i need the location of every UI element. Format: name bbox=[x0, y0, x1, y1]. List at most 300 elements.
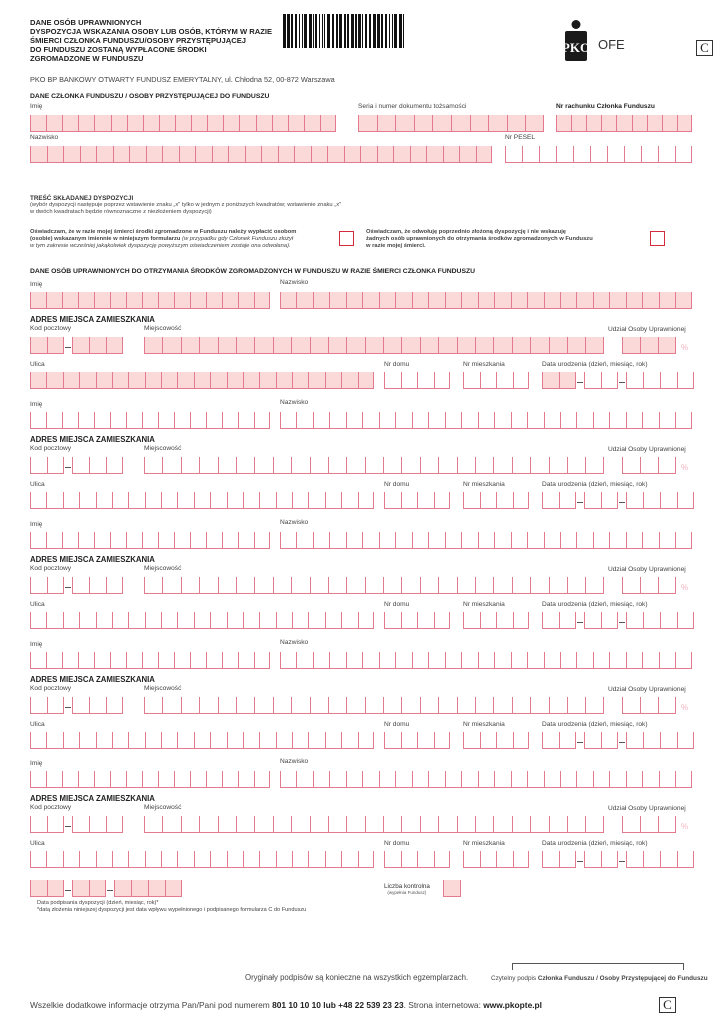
input-cell[interactable] bbox=[78, 412, 94, 429]
beneficiary-3-city-field[interactable] bbox=[144, 577, 604, 594]
input-cell[interactable] bbox=[62, 412, 78, 429]
input-cell[interactable] bbox=[586, 115, 601, 132]
input-cell[interactable] bbox=[511, 771, 527, 788]
input-cell[interactable] bbox=[131, 880, 148, 897]
input-cell[interactable] bbox=[78, 292, 94, 309]
beneficiary-2-last-name-field[interactable] bbox=[280, 412, 692, 429]
input-cell[interactable] bbox=[46, 532, 62, 549]
input-cell[interactable] bbox=[395, 532, 411, 549]
input-cell[interactable] bbox=[142, 292, 158, 309]
input-cell[interactable] bbox=[513, 372, 530, 389]
checksum-field[interactable] bbox=[443, 880, 461, 897]
input-cell[interactable] bbox=[513, 851, 530, 868]
input-cell[interactable] bbox=[609, 771, 625, 788]
input-cell[interactable] bbox=[47, 146, 64, 163]
input-cell[interactable] bbox=[626, 612, 643, 629]
input-cell[interactable] bbox=[106, 337, 123, 354]
disposition-option2-checkbox[interactable] bbox=[650, 231, 665, 246]
input-cell[interactable] bbox=[632, 115, 647, 132]
beneficiary-5-street-field[interactable] bbox=[30, 851, 374, 868]
beneficiary-2-postal-field[interactable] bbox=[30, 457, 123, 474]
input-cell[interactable] bbox=[238, 532, 254, 549]
input-cell[interactable] bbox=[434, 851, 451, 868]
input-cell[interactable] bbox=[254, 412, 270, 429]
input-cell[interactable] bbox=[46, 412, 62, 429]
input-cell[interactable] bbox=[227, 372, 243, 389]
input-cell[interactable] bbox=[542, 732, 559, 749]
input-cell[interactable] bbox=[434, 612, 451, 629]
beneficiary-1-last-name-field[interactable] bbox=[280, 292, 692, 309]
input-cell[interactable] bbox=[165, 880, 182, 897]
input-cell[interactable] bbox=[145, 372, 161, 389]
input-cell[interactable] bbox=[78, 771, 94, 788]
input-cell[interactable] bbox=[142, 412, 158, 429]
input-cell[interactable] bbox=[384, 851, 401, 868]
input-cell[interactable] bbox=[206, 771, 222, 788]
input-cell[interactable] bbox=[96, 612, 112, 629]
input-cell[interactable] bbox=[457, 697, 475, 714]
input-cell[interactable] bbox=[30, 492, 46, 509]
input-cell[interactable] bbox=[325, 612, 341, 629]
beneficiary-5-dob-field[interactable] bbox=[542, 851, 694, 868]
input-cell[interactable] bbox=[478, 292, 494, 309]
input-cell[interactable] bbox=[530, 577, 548, 594]
input-cell[interactable] bbox=[585, 816, 603, 833]
input-cell[interactable] bbox=[445, 292, 461, 309]
input-cell[interactable] bbox=[79, 612, 95, 629]
input-cell[interactable] bbox=[601, 851, 618, 868]
input-cell[interactable] bbox=[493, 337, 511, 354]
input-cell[interactable] bbox=[626, 851, 643, 868]
input-cell[interactable] bbox=[365, 457, 383, 474]
input-cell[interactable] bbox=[384, 612, 401, 629]
input-cell[interactable] bbox=[660, 492, 677, 509]
input-cell[interactable] bbox=[494, 771, 510, 788]
beneficiary-4-house-field[interactable] bbox=[384, 732, 450, 749]
beneficiary-4-last-name-field[interactable] bbox=[280, 652, 692, 669]
input-cell[interactable] bbox=[677, 492, 694, 509]
input-cell[interactable] bbox=[111, 115, 127, 132]
input-cell[interactable] bbox=[222, 771, 238, 788]
beneficiary-3-flat-field[interactable] bbox=[463, 612, 529, 629]
input-cell[interactable] bbox=[199, 337, 217, 354]
input-cell[interactable] bbox=[593, 292, 609, 309]
input-cell[interactable] bbox=[308, 612, 324, 629]
input-cell[interactable] bbox=[158, 412, 174, 429]
input-cell[interactable] bbox=[640, 337, 658, 354]
input-cell[interactable] bbox=[254, 816, 272, 833]
input-cell[interactable] bbox=[677, 115, 692, 132]
input-cell[interactable] bbox=[276, 372, 292, 389]
input-cell[interactable] bbox=[643, 372, 660, 389]
input-cell[interactable] bbox=[395, 412, 411, 429]
input-cell[interactable] bbox=[609, 292, 625, 309]
input-cell[interactable] bbox=[78, 532, 94, 549]
input-cell[interactable] bbox=[296, 652, 312, 669]
input-cell[interactable] bbox=[383, 697, 401, 714]
input-cell[interactable] bbox=[227, 732, 243, 749]
input-cell[interactable] bbox=[584, 851, 601, 868]
input-cell[interactable] bbox=[475, 816, 493, 833]
input-cell[interactable] bbox=[47, 577, 64, 594]
beneficiary-3-dob-field[interactable] bbox=[542, 612, 694, 629]
input-cell[interactable] bbox=[72, 816, 89, 833]
input-cell[interactable] bbox=[294, 146, 311, 163]
input-cell[interactable] bbox=[106, 577, 123, 594]
input-cell[interactable] bbox=[259, 612, 275, 629]
input-cell[interactable] bbox=[377, 146, 394, 163]
input-cell[interactable] bbox=[480, 732, 497, 749]
input-cell[interactable] bbox=[410, 146, 427, 163]
input-cell[interactable] bbox=[259, 372, 275, 389]
input-cell[interactable] bbox=[542, 612, 559, 629]
input-cell[interactable] bbox=[126, 532, 142, 549]
input-cell[interactable] bbox=[313, 412, 329, 429]
input-cell[interactable] bbox=[549, 816, 567, 833]
beneficiary-5-share-field[interactable] bbox=[622, 816, 676, 833]
input-cell[interactable] bbox=[544, 412, 560, 429]
input-cell[interactable] bbox=[593, 412, 609, 429]
input-cell[interactable] bbox=[383, 337, 401, 354]
input-cell[interactable] bbox=[259, 732, 275, 749]
input-cell[interactable] bbox=[417, 732, 434, 749]
input-cell[interactable] bbox=[190, 771, 206, 788]
input-cell[interactable] bbox=[493, 816, 511, 833]
beneficiary-1-share-field[interactable] bbox=[622, 337, 676, 354]
input-cell[interactable] bbox=[158, 292, 174, 309]
input-cell[interactable] bbox=[445, 771, 461, 788]
input-cell[interactable] bbox=[222, 412, 238, 429]
input-cell[interactable] bbox=[560, 652, 576, 669]
input-cell[interactable] bbox=[128, 851, 144, 868]
input-cell[interactable] bbox=[126, 292, 142, 309]
input-cell[interactable] bbox=[438, 816, 456, 833]
input-cell[interactable] bbox=[310, 577, 328, 594]
input-cell[interactable] bbox=[228, 146, 245, 163]
input-cell[interactable] bbox=[478, 412, 494, 429]
input-cell[interactable] bbox=[432, 115, 451, 132]
input-cell[interactable] bbox=[128, 612, 144, 629]
input-cell[interactable] bbox=[308, 851, 324, 868]
input-cell[interactable] bbox=[310, 697, 328, 714]
input-cell[interactable] bbox=[212, 146, 229, 163]
input-cell[interactable] bbox=[346, 771, 362, 788]
input-cell[interactable] bbox=[238, 652, 254, 669]
beneficiary-3-first-name-field[interactable] bbox=[30, 532, 270, 549]
input-cell[interactable] bbox=[659, 292, 675, 309]
input-cell[interactable] bbox=[585, 577, 603, 594]
input-cell[interactable] bbox=[358, 851, 374, 868]
input-cell[interactable] bbox=[126, 771, 142, 788]
input-cell[interactable] bbox=[158, 771, 174, 788]
input-cell[interactable] bbox=[174, 292, 190, 309]
input-cell[interactable] bbox=[560, 412, 576, 429]
input-cell[interactable] bbox=[89, 337, 106, 354]
input-cell[interactable] bbox=[291, 457, 309, 474]
input-cell[interactable] bbox=[488, 115, 507, 132]
input-cell[interactable] bbox=[341, 612, 357, 629]
input-cell[interactable] bbox=[513, 492, 530, 509]
input-cell[interactable] bbox=[512, 697, 530, 714]
input-cell[interactable] bbox=[112, 851, 128, 868]
input-cell[interactable] bbox=[622, 457, 640, 474]
input-cell[interactable] bbox=[494, 292, 510, 309]
input-cell[interactable] bbox=[445, 652, 461, 669]
input-cell[interactable] bbox=[110, 652, 126, 669]
input-cell[interactable] bbox=[365, 697, 383, 714]
input-cell[interactable] bbox=[559, 372, 576, 389]
input-cell[interactable] bbox=[660, 612, 677, 629]
input-cell[interactable] bbox=[438, 457, 456, 474]
input-cell[interactable] bbox=[362, 532, 378, 549]
input-cell[interactable] bbox=[292, 612, 308, 629]
input-cell[interactable] bbox=[576, 652, 592, 669]
input-cell[interactable] bbox=[511, 412, 527, 429]
input-cell[interactable] bbox=[162, 697, 180, 714]
input-cell[interactable] bbox=[513, 612, 530, 629]
input-cell[interactable] bbox=[417, 851, 434, 868]
input-cell[interactable] bbox=[62, 652, 78, 669]
input-cell[interactable] bbox=[292, 732, 308, 749]
input-cell[interactable] bbox=[63, 372, 79, 389]
input-cell[interactable] bbox=[362, 652, 378, 669]
input-cell[interactable] bbox=[401, 492, 418, 509]
input-cell[interactable] bbox=[412, 652, 428, 669]
input-cell[interactable] bbox=[539, 146, 556, 163]
input-cell[interactable] bbox=[72, 880, 89, 897]
input-cell[interactable] bbox=[362, 412, 378, 429]
input-cell[interactable] bbox=[236, 816, 254, 833]
input-cell[interactable] bbox=[459, 146, 476, 163]
input-cell[interactable] bbox=[327, 146, 344, 163]
input-cell[interactable] bbox=[493, 577, 511, 594]
input-cell[interactable] bbox=[296, 532, 312, 549]
beneficiary-5-first-name-field[interactable] bbox=[30, 771, 270, 788]
input-cell[interactable] bbox=[145, 612, 161, 629]
input-cell[interactable] bbox=[162, 577, 180, 594]
input-cell[interactable] bbox=[79, 732, 95, 749]
input-cell[interactable] bbox=[475, 337, 493, 354]
input-cell[interactable] bbox=[549, 337, 567, 354]
input-cell[interactable] bbox=[512, 816, 530, 833]
input-cell[interactable] bbox=[511, 532, 527, 549]
input-cell[interactable] bbox=[320, 115, 336, 132]
input-cell[interactable] bbox=[278, 146, 295, 163]
beneficiary-1-first-name-field[interactable] bbox=[30, 292, 270, 309]
input-cell[interactable] bbox=[438, 577, 456, 594]
input-cell[interactable] bbox=[126, 652, 142, 669]
input-cell[interactable] bbox=[346, 577, 364, 594]
input-cell[interactable] bbox=[145, 492, 161, 509]
beneficiary-2-flat-field[interactable] bbox=[463, 492, 529, 509]
input-cell[interactable] bbox=[194, 732, 210, 749]
input-cell[interactable] bbox=[46, 492, 62, 509]
input-cell[interactable] bbox=[401, 577, 419, 594]
input-cell[interactable] bbox=[530, 337, 548, 354]
input-cell[interactable] bbox=[624, 146, 641, 163]
input-cell[interactable] bbox=[525, 115, 544, 132]
input-cell[interactable] bbox=[177, 851, 193, 868]
input-cell[interactable] bbox=[542, 492, 559, 509]
beneficiary-2-dob-field[interactable] bbox=[542, 492, 694, 509]
input-cell[interactable] bbox=[601, 612, 618, 629]
input-cell[interactable] bbox=[527, 652, 543, 669]
input-cell[interactable] bbox=[341, 732, 357, 749]
input-cell[interactable] bbox=[310, 816, 328, 833]
input-cell[interactable] bbox=[584, 492, 601, 509]
input-cell[interactable] bbox=[642, 292, 658, 309]
input-cell[interactable] bbox=[288, 115, 304, 132]
input-cell[interactable] bbox=[641, 146, 658, 163]
input-cell[interactable] bbox=[243, 851, 259, 868]
input-cell[interactable] bbox=[112, 732, 128, 749]
input-cell[interactable] bbox=[609, 532, 625, 549]
input-cell[interactable] bbox=[329, 532, 345, 549]
input-cell[interactable] bbox=[567, 697, 585, 714]
input-cell[interactable] bbox=[358, 115, 377, 132]
input-cell[interactable] bbox=[190, 532, 206, 549]
input-cell[interactable] bbox=[493, 457, 511, 474]
input-cell[interactable] bbox=[146, 146, 163, 163]
input-cell[interactable] bbox=[675, 292, 691, 309]
input-cell[interactable] bbox=[559, 492, 576, 509]
input-cell[interactable] bbox=[438, 697, 456, 714]
disposition-option1-checkbox[interactable] bbox=[339, 231, 354, 246]
input-cell[interactable] bbox=[144, 816, 162, 833]
input-cell[interactable] bbox=[280, 771, 296, 788]
input-cell[interactable] bbox=[675, 532, 691, 549]
input-cell[interactable] bbox=[30, 771, 46, 788]
input-cell[interactable] bbox=[63, 492, 79, 509]
input-cell[interactable] bbox=[346, 337, 364, 354]
input-cell[interactable] bbox=[62, 115, 78, 132]
input-cell[interactable] bbox=[346, 697, 364, 714]
input-cell[interactable] bbox=[162, 816, 180, 833]
beneficiary-1-dob-field[interactable] bbox=[542, 372, 694, 389]
input-cell[interactable] bbox=[626, 732, 643, 749]
input-cell[interactable] bbox=[584, 372, 601, 389]
input-cell[interactable] bbox=[527, 771, 543, 788]
input-cell[interactable] bbox=[451, 115, 470, 132]
beneficiary-5-postal-field[interactable] bbox=[30, 816, 123, 833]
beneficiary-4-street-field[interactable] bbox=[30, 732, 374, 749]
input-cell[interactable] bbox=[106, 816, 123, 833]
input-cell[interactable] bbox=[420, 697, 438, 714]
input-cell[interactable] bbox=[584, 612, 601, 629]
input-cell[interactable] bbox=[239, 115, 255, 132]
beneficiary-5-house-field[interactable] bbox=[384, 851, 450, 868]
input-cell[interactable] bbox=[106, 457, 123, 474]
input-cell[interactable] bbox=[576, 771, 592, 788]
input-cell[interactable] bbox=[609, 412, 625, 429]
input-cell[interactable] bbox=[505, 146, 522, 163]
input-cell[interactable] bbox=[46, 292, 62, 309]
input-cell[interactable] bbox=[243, 732, 259, 749]
input-cell[interactable] bbox=[30, 412, 46, 429]
input-cell[interactable] bbox=[457, 457, 475, 474]
input-cell[interactable] bbox=[480, 492, 497, 509]
input-cell[interactable] bbox=[511, 292, 527, 309]
input-cell[interactable] bbox=[47, 816, 64, 833]
input-cell[interactable] bbox=[377, 115, 396, 132]
input-cell[interactable] bbox=[144, 577, 162, 594]
input-cell[interactable] bbox=[463, 372, 480, 389]
input-cell[interactable] bbox=[412, 292, 428, 309]
input-cell[interactable] bbox=[292, 492, 308, 509]
input-cell[interactable] bbox=[194, 851, 210, 868]
input-cell[interactable] bbox=[626, 771, 642, 788]
input-cell[interactable] bbox=[328, 577, 346, 594]
input-cell[interactable] bbox=[227, 492, 243, 509]
input-cell[interactable] bbox=[30, 880, 47, 897]
input-cell[interactable] bbox=[256, 115, 272, 132]
input-cell[interactable] bbox=[177, 372, 193, 389]
input-cell[interactable] bbox=[567, 457, 585, 474]
input-cell[interactable] bbox=[675, 412, 691, 429]
input-cell[interactable] bbox=[640, 697, 658, 714]
input-cell[interactable] bbox=[341, 492, 357, 509]
input-cell[interactable] bbox=[30, 612, 46, 629]
input-cell[interactable] bbox=[325, 732, 341, 749]
input-cell[interactable] bbox=[128, 492, 144, 509]
input-cell[interactable] bbox=[30, 337, 47, 354]
input-cell[interactable] bbox=[206, 412, 222, 429]
input-cell[interactable] bbox=[313, 292, 329, 309]
input-cell[interactable] bbox=[401, 612, 418, 629]
input-cell[interactable] bbox=[114, 880, 131, 897]
input-cell[interactable] bbox=[63, 612, 79, 629]
input-cell[interactable] bbox=[30, 292, 46, 309]
input-cell[interactable] bbox=[494, 412, 510, 429]
input-cell[interactable] bbox=[292, 851, 308, 868]
beneficiary-3-street-field[interactable] bbox=[30, 612, 374, 629]
input-cell[interactable] bbox=[461, 412, 477, 429]
input-cell[interactable] bbox=[223, 115, 239, 132]
input-cell[interactable] bbox=[145, 732, 161, 749]
input-cell[interactable] bbox=[362, 771, 378, 788]
input-cell[interactable] bbox=[273, 457, 291, 474]
input-cell[interactable] bbox=[273, 816, 291, 833]
input-cell[interactable] bbox=[325, 492, 341, 509]
input-cell[interactable] bbox=[658, 697, 676, 714]
beneficiary-3-house-field[interactable] bbox=[384, 612, 450, 629]
input-cell[interactable] bbox=[210, 732, 226, 749]
input-cell[interactable] bbox=[238, 771, 254, 788]
input-cell[interactable] bbox=[573, 146, 590, 163]
input-cell[interactable] bbox=[493, 697, 511, 714]
member-first-name-field[interactable] bbox=[30, 115, 336, 132]
input-cell[interactable] bbox=[360, 146, 377, 163]
input-cell[interactable] bbox=[273, 577, 291, 594]
input-cell[interactable] bbox=[30, 532, 46, 549]
input-cell[interactable] bbox=[63, 851, 79, 868]
input-cell[interactable] bbox=[329, 652, 345, 669]
beneficiary-2-city-field[interactable] bbox=[144, 457, 604, 474]
input-cell[interactable] bbox=[30, 816, 47, 833]
input-cell[interactable] bbox=[222, 532, 238, 549]
input-cell[interactable] bbox=[46, 372, 62, 389]
input-cell[interactable] bbox=[308, 732, 324, 749]
input-cell[interactable] bbox=[110, 532, 126, 549]
input-cell[interactable] bbox=[365, 577, 383, 594]
input-cell[interactable] bbox=[210, 372, 226, 389]
input-cell[interactable] bbox=[89, 457, 106, 474]
beneficiary-1-postal-field[interactable] bbox=[30, 337, 123, 354]
input-cell[interactable] bbox=[236, 337, 254, 354]
input-cell[interactable] bbox=[78, 115, 94, 132]
input-cell[interactable] bbox=[46, 652, 62, 669]
input-cell[interactable] bbox=[238, 292, 254, 309]
